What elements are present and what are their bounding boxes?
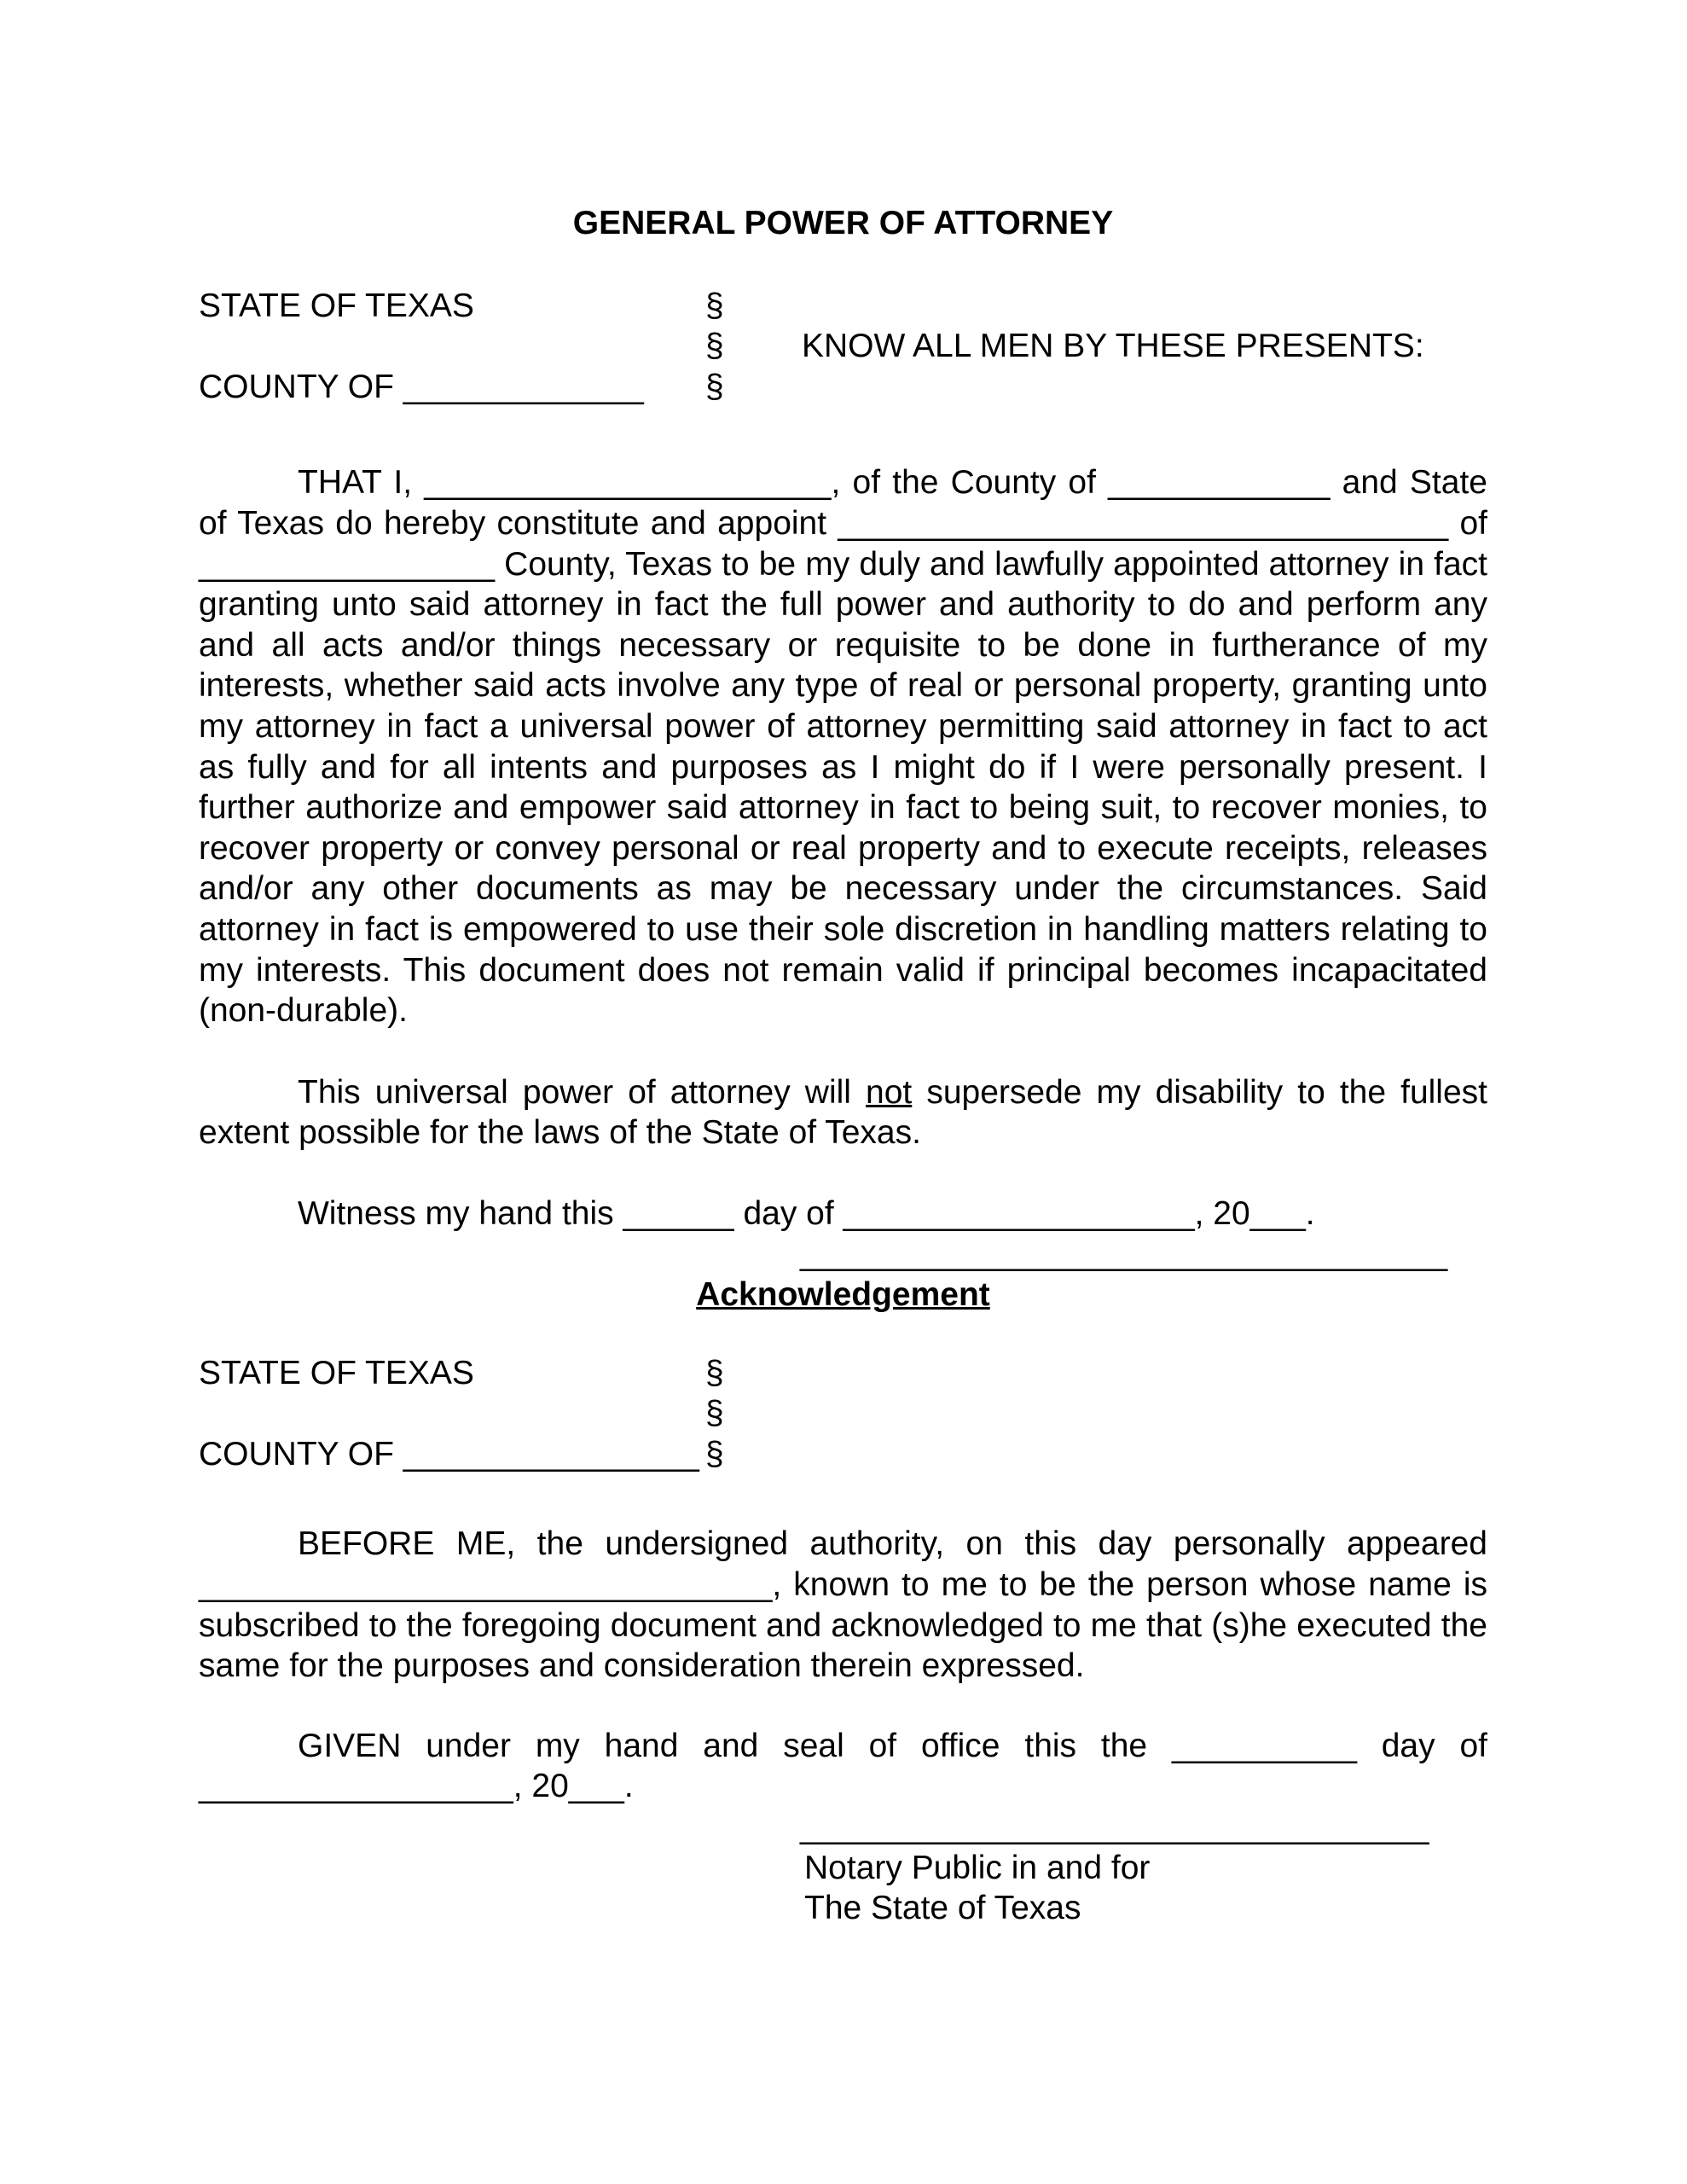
before-me-paragraph bbox=[199, 1524, 1487, 1686]
witness-year-blank[interactable]: ___ bbox=[1249, 1194, 1306, 1232]
witness-text: Witness my hand this bbox=[298, 1194, 623, 1232]
know-all-men-line: KNOW ALL MEN BY THESE PRESENTS: bbox=[802, 328, 1424, 365]
ack-county-blank-field[interactable]: ________________ bbox=[403, 1435, 699, 1472]
venue-spacer bbox=[802, 1353, 1487, 1394]
venue-row-county bbox=[199, 367, 1487, 408]
section-symbol: § bbox=[705, 1435, 724, 1472]
principal-name-blank[interactable]: ______________________ bbox=[424, 464, 832, 502]
appointment-text: County, Texas to be my duly and lawfully appointed attorney in fact granting unto said attorney in fact the full power and authority to do and perform any and all acts and/or things necessary or requisite to be done in furtherance of my interests, whether said acts involve any type of real or personal property, granting unto my attorney in fact a universal power of attorney permitting said attorney in fact to act as fully and for all intents and purposes as I might do if I were personally present. I further authorize and empower said attorney in fact to being suit, to recover monies, to recover property or convey personal or real property and to execute receipts, releases and/or any other documents as may be necessary under the circumstances. Said attorney in fact is empowered to use their sole discretion in handling matters relating to my interests. This document does not remain valid if principal becomes incapacitated (non-durable). bbox=[199, 545, 1487, 1030]
notary-title-line-1: Notary Public in and for bbox=[804, 1849, 1151, 1886]
venue-spacer bbox=[199, 326, 705, 367]
section-symbol: § bbox=[705, 1354, 724, 1391]
witness-text: day of bbox=[733, 1194, 844, 1232]
given-text: , 20 bbox=[513, 1768, 569, 1805]
underlined-not-word: not bbox=[866, 1073, 913, 1111]
disability-text: This universal power of attorney will bbox=[298, 1073, 867, 1111]
venue-spacer bbox=[802, 1393, 1487, 1434]
given-month-blank[interactable]: _________________ bbox=[199, 1768, 513, 1805]
appointment-text: THAT I, bbox=[298, 464, 425, 502]
given-text: GIVEN under my hand and seal of office this the bbox=[298, 1727, 1172, 1764]
attorney-name-blank[interactable]: _________________________________ bbox=[838, 504, 1449, 542]
venue-row-state bbox=[199, 286, 1487, 327]
before-me-text: BEFORE ME, the undersigned authority, on this day personally appeared bbox=[298, 1525, 1487, 1563]
notary-title-line-2: The State of Texas bbox=[804, 1890, 1081, 1927]
principal-county-blank[interactable]: ____________ bbox=[1108, 464, 1330, 502]
witness-line bbox=[199, 1194, 1487, 1234]
given-text: day of bbox=[1356, 1727, 1488, 1764]
given-day-blank[interactable]: __________ bbox=[1171, 1727, 1357, 1764]
venue-spacer bbox=[802, 286, 1487, 327]
county-blank-field[interactable]: _____________ bbox=[403, 368, 644, 405]
venue-row-middle bbox=[199, 1393, 1487, 1434]
venue-block-top bbox=[199, 286, 1487, 408]
non-durable-paragraph bbox=[199, 1072, 1487, 1153]
document-title: GENERAL POWER OF ATTORNEY bbox=[572, 205, 1114, 241]
venue-block-acknowledgement bbox=[199, 1353, 1487, 1475]
given-paragraph bbox=[199, 1726, 1487, 1807]
principal-signature-line[interactable]: ___________________________________ bbox=[800, 1235, 1448, 1273]
notary-signature-block bbox=[800, 1807, 1487, 1929]
county-label: COUNTY OF bbox=[199, 1435, 403, 1472]
witness-month-blank[interactable]: ___________________ bbox=[843, 1194, 1195, 1232]
appointment-text: and State of Texas do hereby constitute and appoint bbox=[199, 464, 1487, 542]
attorney-county-blank[interactable]: ________________ bbox=[199, 545, 496, 583]
acknowledgement-heading: Acknowledgement bbox=[696, 1276, 990, 1314]
venue-spacer bbox=[802, 367, 1487, 408]
given-year-blank[interactable]: ___ bbox=[568, 1768, 624, 1805]
county-line bbox=[199, 367, 705, 408]
venue-spacer bbox=[199, 1393, 705, 1434]
section-symbol: § bbox=[705, 328, 724, 365]
notary-signature-line[interactable]: __________________________________ bbox=[800, 1809, 1429, 1845]
county-label: COUNTY OF bbox=[199, 368, 403, 405]
venue-row-presents bbox=[199, 326, 1487, 367]
venue-row-state bbox=[199, 1353, 1487, 1394]
venue-row-county bbox=[199, 1434, 1487, 1475]
section-symbol: § bbox=[705, 1395, 724, 1432]
witness-text: . bbox=[1305, 1194, 1315, 1232]
appointment-text: , of the County of bbox=[831, 464, 1109, 502]
before-me-text: , known to me to be the person whose name is subscribed to the foregoing document and acknowledged to me that (s)he executed the same for the purposes and consideration therein expressed. bbox=[199, 1566, 1487, 1685]
witness-day-blank[interactable]: ______ bbox=[623, 1194, 734, 1232]
disability-text: supersede my disability to the fullest extent possible for the laws of the State of Texas. bbox=[199, 1073, 1487, 1152]
section-symbol: § bbox=[705, 287, 724, 324]
section-symbol: § bbox=[705, 368, 724, 405]
state-label: STATE OF TEXAS bbox=[199, 1354, 474, 1391]
appointment-paragraph bbox=[199, 462, 1487, 1031]
appointment-text: of bbox=[1448, 504, 1487, 542]
given-text: . bbox=[623, 1768, 634, 1805]
venue-spacer bbox=[802, 1434, 1487, 1475]
appearer-name-blank[interactable]: _______________________________ bbox=[199, 1566, 773, 1604]
county-line bbox=[199, 1434, 705, 1475]
witness-text: , 20 bbox=[1194, 1194, 1250, 1232]
state-label: STATE OF TEXAS bbox=[199, 287, 474, 324]
